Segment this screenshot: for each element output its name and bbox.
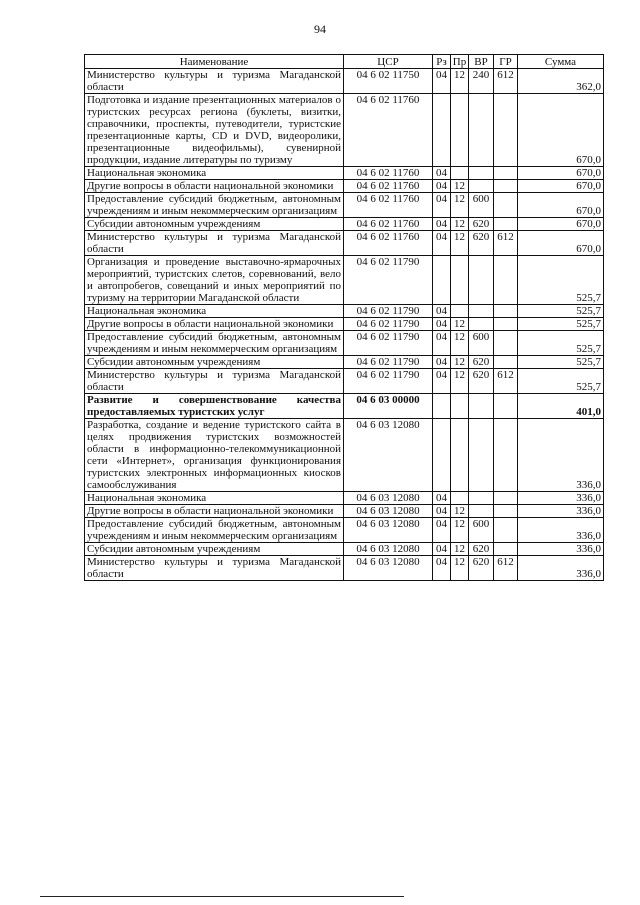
cell-vr: 600 xyxy=(469,518,494,543)
cell-pr: 12 xyxy=(451,356,469,369)
cell-pr: 12 xyxy=(451,369,469,394)
cell-sum: 336,0 xyxy=(518,518,604,543)
cell-vr: 620 xyxy=(469,231,494,256)
cell-vr xyxy=(469,318,494,331)
cell-pr xyxy=(451,419,469,492)
cell-gr xyxy=(494,356,518,369)
cell-name: Подготовка и издание презентационных материалов о туристских ресурсах региона (буклеты, визитки, справочники, проспекты, путеводители, туристские презентационные карты, CD и DVD, видеоролики, презентационные видеофильмы), сувенирной продукции, издание литературы по туризму xyxy=(85,94,344,167)
cell-rz xyxy=(433,419,451,492)
cell-csr: 04 6 02 11760 xyxy=(344,231,433,256)
cell-name: Другие вопросы в области национальной экономики xyxy=(85,318,344,331)
cell-pr: 12 xyxy=(451,505,469,518)
table-row xyxy=(85,231,604,256)
cell-name: Предоставление субсидий бюджетным, автономным учреждениям и иным некоммерческим организациям xyxy=(85,331,344,356)
cell-gr xyxy=(494,518,518,543)
cell-vr xyxy=(469,256,494,305)
table-row xyxy=(85,193,604,218)
cell-sum: 401,0 xyxy=(518,394,604,419)
cell-rz xyxy=(433,256,451,305)
cell-rz: 04 xyxy=(433,492,451,505)
cell-pr xyxy=(451,167,469,180)
cell-vr: 620 xyxy=(469,369,494,394)
cell-sum: 525,7 xyxy=(518,369,604,394)
cell-csr: 04 6 02 11790 xyxy=(344,256,433,305)
header-vr: ВР xyxy=(469,55,494,69)
cell-rz: 04 xyxy=(433,231,451,256)
cell-name: Субсидии автономным учреждениям xyxy=(85,218,344,231)
cell-rz: 04 xyxy=(433,305,451,318)
cell-name: Предоставление субсидий бюджетным, автономным учреждениям и иным некоммерческим организациям xyxy=(85,193,344,218)
cell-vr: 240 xyxy=(469,69,494,94)
cell-rz: 04 xyxy=(433,369,451,394)
table-row xyxy=(85,543,604,556)
cell-vr xyxy=(469,94,494,167)
cell-pr: 12 xyxy=(451,543,469,556)
cell-sum: 336,0 xyxy=(518,543,604,556)
cell-vr xyxy=(469,394,494,419)
cell-sum: 670,0 xyxy=(518,180,604,193)
cell-gr xyxy=(494,180,518,193)
table-row xyxy=(85,256,604,305)
cell-pr: 12 xyxy=(451,331,469,356)
cell-rz: 04 xyxy=(433,69,451,94)
cell-pr: 12 xyxy=(451,556,469,581)
cell-csr: 04 6 02 11760 xyxy=(344,193,433,218)
cell-gr xyxy=(494,331,518,356)
cell-csr: 04 6 02 11760 xyxy=(344,180,433,193)
cell-vr: 620 xyxy=(469,556,494,581)
cell-csr: 04 6 02 11790 xyxy=(344,331,433,356)
table-row xyxy=(85,218,604,231)
cell-rz: 04 xyxy=(433,180,451,193)
cell-csr: 04 6 03 12080 xyxy=(344,518,433,543)
cell-gr xyxy=(494,256,518,305)
cell-name: Национальная экономика xyxy=(85,305,344,318)
cell-name: Национальная экономика xyxy=(85,492,344,505)
table-header-row xyxy=(85,55,604,69)
cell-vr: 620 xyxy=(469,543,494,556)
cell-rz: 04 xyxy=(433,543,451,556)
cell-vr xyxy=(469,180,494,193)
cell-csr: 04 6 03 12080 xyxy=(344,492,433,505)
table-row xyxy=(85,94,604,167)
cell-rz: 04 xyxy=(433,556,451,581)
cell-csr: 04 6 02 11750 xyxy=(344,69,433,94)
table-row xyxy=(85,305,604,318)
cell-name: Разработка, создание и ведение туристского сайта в целях продвижения туристских возможностей области в информационно-телекоммуникационной сети «Интернет», организация функционирования туристских электронных информационных киосков самообслуживания xyxy=(85,419,344,492)
cell-gr xyxy=(494,193,518,218)
cell-sum: 525,7 xyxy=(518,318,604,331)
table-row xyxy=(85,394,604,419)
cell-sum: 525,7 xyxy=(518,256,604,305)
header-sum: Сумма xyxy=(518,55,604,69)
cell-gr xyxy=(494,419,518,492)
table-row xyxy=(85,356,604,369)
cell-rz: 04 xyxy=(433,318,451,331)
cell-rz: 04 xyxy=(433,505,451,518)
cell-vr: 620 xyxy=(469,218,494,231)
cell-gr xyxy=(494,318,518,331)
cell-name: Субсидии автономным учреждениям xyxy=(85,356,344,369)
cell-rz: 04 xyxy=(433,331,451,356)
cell-csr: 04 6 03 00000 xyxy=(344,394,433,419)
cell-name: Другие вопросы в области национальной экономики xyxy=(85,505,344,518)
cell-gr: 612 xyxy=(494,369,518,394)
cell-vr xyxy=(469,167,494,180)
cell-rz: 04 xyxy=(433,218,451,231)
cell-gr xyxy=(494,167,518,180)
table-row xyxy=(85,518,604,543)
header-csr: ЦСР xyxy=(344,55,433,69)
cell-sum: 670,0 xyxy=(518,193,604,218)
cell-rz xyxy=(433,94,451,167)
cell-vr xyxy=(469,505,494,518)
cell-rz: 04 xyxy=(433,356,451,369)
cell-sum: 525,7 xyxy=(518,356,604,369)
cell-csr: 04 6 02 11790 xyxy=(344,369,433,394)
cell-name: Национальная экономика xyxy=(85,167,344,180)
page-number: 94 xyxy=(314,22,326,36)
table-row xyxy=(85,69,604,94)
cell-name: Министерство культуры и туризма Магаданской области xyxy=(85,556,344,581)
cell-vr: 600 xyxy=(469,193,494,218)
cell-gr xyxy=(494,543,518,556)
header-rz: Рз xyxy=(433,55,451,69)
cell-name: Министерство культуры и туризма Магаданской области xyxy=(85,231,344,256)
cell-sum: 336,0 xyxy=(518,505,604,518)
cell-sum: 336,0 xyxy=(518,492,604,505)
cell-gr: 612 xyxy=(494,69,518,94)
table-row xyxy=(85,419,604,492)
cell-name: Предоставление субсидий бюджетным, автономным учреждениям и иным некоммерческим организациям xyxy=(85,518,344,543)
cell-name: Другие вопросы в области национальной экономики xyxy=(85,180,344,193)
cell-gr: 612 xyxy=(494,556,518,581)
header-name: Наименование xyxy=(85,55,344,69)
cell-vr: 600 xyxy=(469,331,494,356)
cell-pr: 12 xyxy=(451,518,469,543)
cell-vr: 620 xyxy=(469,356,494,369)
cell-csr: 04 6 02 11790 xyxy=(344,356,433,369)
cell-sum: 336,0 xyxy=(518,419,604,492)
cell-pr xyxy=(451,394,469,419)
cell-pr: 12 xyxy=(451,231,469,256)
cell-csr: 04 6 02 11760 xyxy=(344,218,433,231)
cell-pr: 12 xyxy=(451,180,469,193)
cell-sum: 336,0 xyxy=(518,556,604,581)
cell-gr xyxy=(494,505,518,518)
cell-csr: 04 6 03 12080 xyxy=(344,505,433,518)
cell-rz: 04 xyxy=(433,193,451,218)
cell-name: Развитие и совершенствование качества предоставляемых туристских услуг xyxy=(85,394,344,419)
cell-gr: 612 xyxy=(494,231,518,256)
footer-rule xyxy=(40,896,404,897)
cell-sum: 670,0 xyxy=(518,167,604,180)
cell-pr xyxy=(451,256,469,305)
cell-rz: 04 xyxy=(433,167,451,180)
cell-pr: 12 xyxy=(451,318,469,331)
cell-csr: 04 6 02 11760 xyxy=(344,94,433,167)
cell-gr xyxy=(494,394,518,419)
cell-gr xyxy=(494,94,518,167)
cell-csr: 04 6 02 11790 xyxy=(344,305,433,318)
table-row xyxy=(85,505,604,518)
cell-pr xyxy=(451,305,469,318)
cell-vr xyxy=(469,305,494,318)
cell-name: Организация и проведение выставочно-ярмарочных мероприятий, туристских слетов, соревнований, вело и автопробегов, совещаний и иных мероприятий по туризму на территории Магаданской области xyxy=(85,256,344,305)
cell-gr xyxy=(494,218,518,231)
cell-pr: 12 xyxy=(451,193,469,218)
cell-sum: 525,7 xyxy=(518,331,604,356)
cell-name: Субсидии автономным учреждениям xyxy=(85,543,344,556)
cell-rz: 04 xyxy=(433,518,451,543)
cell-vr xyxy=(469,492,494,505)
cell-vr xyxy=(469,419,494,492)
table-row xyxy=(85,167,604,180)
table-row xyxy=(85,369,604,394)
cell-pr xyxy=(451,94,469,167)
budget-table xyxy=(84,54,604,581)
table-row xyxy=(85,180,604,193)
cell-name: Министерство культуры и туризма Магаданской области xyxy=(85,69,344,94)
cell-pr: 12 xyxy=(451,69,469,94)
table-row xyxy=(85,492,604,505)
cell-sum: 525,7 xyxy=(518,305,604,318)
cell-pr: 12 xyxy=(451,218,469,231)
table-row xyxy=(85,318,604,331)
table-row xyxy=(85,331,604,356)
table-row xyxy=(85,556,604,581)
cell-csr: 04 6 02 11790 xyxy=(344,318,433,331)
cell-csr: 04 6 03 12080 xyxy=(344,419,433,492)
cell-pr xyxy=(451,492,469,505)
header-gr: ГР xyxy=(494,55,518,69)
cell-rz xyxy=(433,394,451,419)
cell-gr xyxy=(494,305,518,318)
cell-gr xyxy=(494,492,518,505)
cell-name: Министерство культуры и туризма Магаданской области xyxy=(85,369,344,394)
header-pr: Пр xyxy=(451,55,469,69)
cell-sum: 670,0 xyxy=(518,94,604,167)
cell-sum: 670,0 xyxy=(518,231,604,256)
cell-csr: 04 6 02 11760 xyxy=(344,167,433,180)
cell-sum: 670,0 xyxy=(518,218,604,231)
cell-csr: 04 6 03 12080 xyxy=(344,543,433,556)
cell-csr: 04 6 03 12080 xyxy=(344,556,433,581)
cell-sum: 362,0 xyxy=(518,69,604,94)
